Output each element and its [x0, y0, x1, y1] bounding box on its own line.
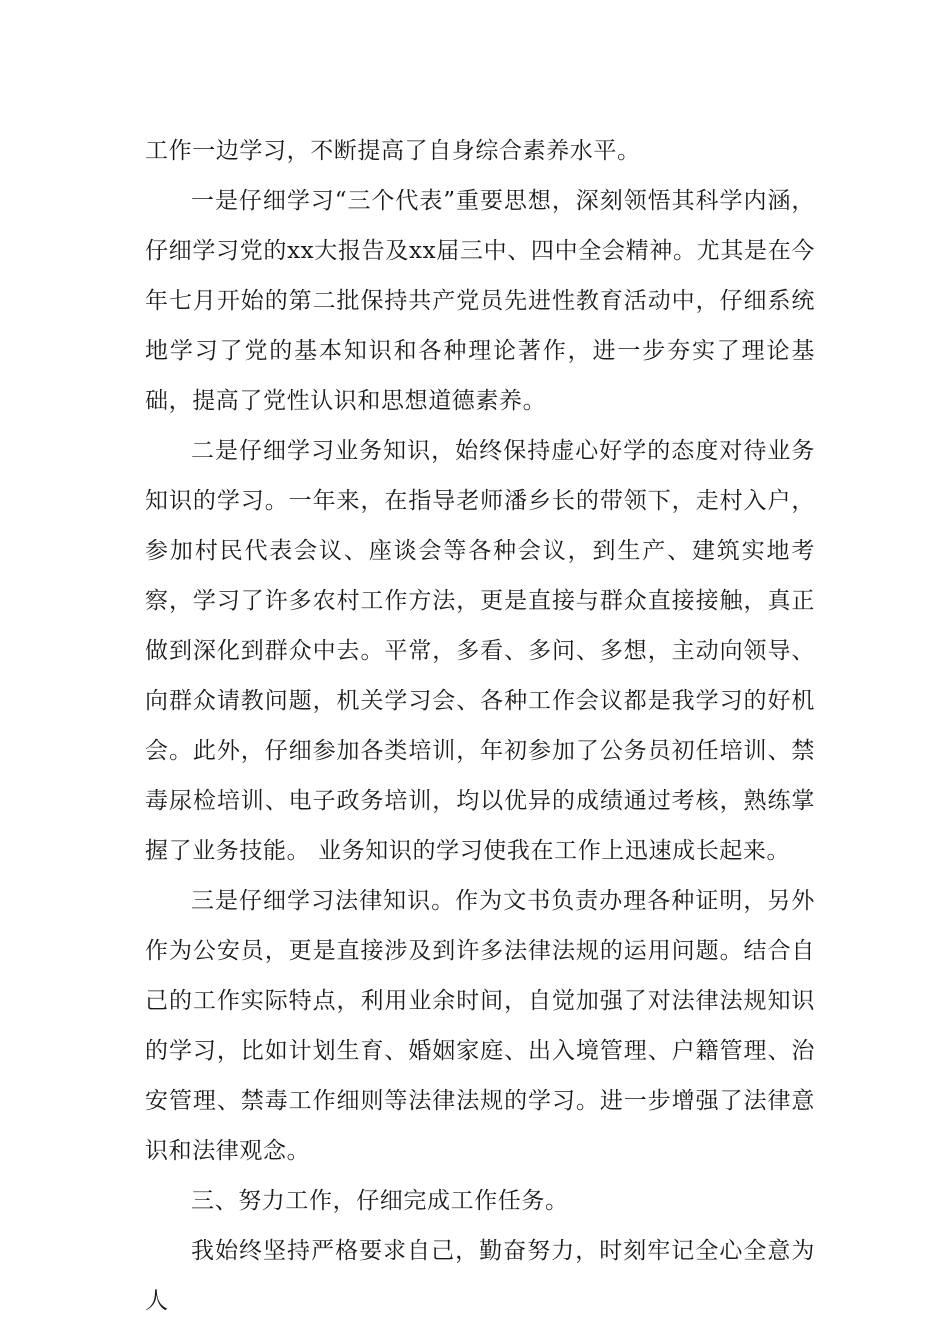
paragraph-continuation: 工作一边学习，不断提高了自身综合素养水平。 — [145, 138, 641, 164]
paragraph-business-study: 二是仔细学习业务知识，始终保持虚心好学的态度对待业务知识的学习。一年来，在指导老师潘乡长的带领下，走村入户，参加村民代表会议、座谈会等各种会议，到生产、建筑实地考察，学习了许多农村工作方法，更是直接与群众直接接触，真正做到深化到群众中去。平常，多看、多问、多想，主动向领导、向群众请教问题，机关学习会、各种工作会议都是我学习的好机会。此外，仔细参加各类培训，年初参加了公务员初任培训、禁毒尿检培训、电子政务培训，均以优异的成绩通过考核，熟练掌握了业务技能。 业务知识的学习使我在工作上迅速成长起来。 — [145, 438, 815, 864]
paragraph-theory-study: 一是仔细学习“三个代表”重要思想，深刻领悟其科学内涵，仔细学习党的xx大报告及xx届三中、四中全会精神。尤其是在今年七月开始的第二批保持共产党员先进性教育活动中，仔细系统地学习了党的基本知识和各种理论著作，进一步夯实了理论基础，提高了党性认识和思想道德素养。 — [145, 188, 815, 414]
paragraph-law-study: 三是仔细学习法律知识。作为文书负责办理各种证明，另外作为公安员，更是直接涉及到许多法律法规的运用问题。结合自己的工作实际特点，利用业余时间，自觉加强了对法律法规知识的学习，比如计划生育、婚姻家庭、出入境管理、户籍管理、治安管理、禁毒工作细则等法律法规的学习。进一步增强了法律意识和法律观念。 — [145, 888, 815, 1164]
document-body — [145, 126, 815, 1326]
section-heading-work: 三、努力工作，仔细完成工作任务。 — [191, 1188, 569, 1214]
paragraph-work-attitude: 我始终坚持严格要求自己，勤奋努力，时刻牢记全心全意为人 — [145, 1238, 815, 1314]
